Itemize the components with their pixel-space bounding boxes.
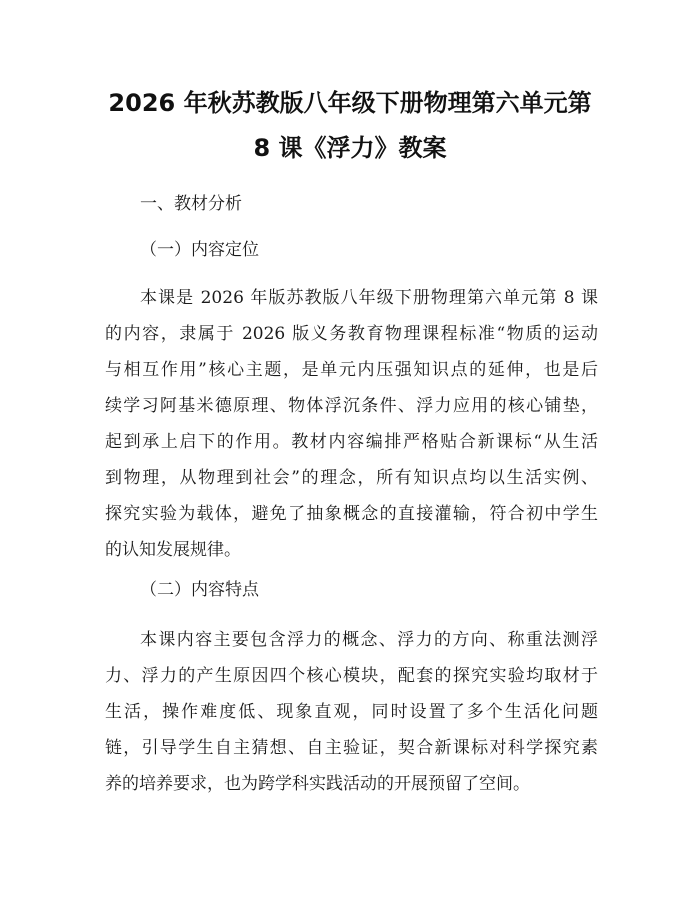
document-title-line-2: 8 课《浮力》教案 <box>253 134 447 162</box>
subsection-heading-content-features: （二）内容特点 <box>140 580 259 600</box>
document-title-line-1: 2026 年秋苏教版八年级下册物理第六单元第 <box>108 89 592 117</box>
paragraph-line: 续学习阿基米德原理、物体浮沉条件、浮力应用的核心铺垫， <box>105 396 598 416</box>
paragraph-line: 起到承上启下的作用。教材内容编排严格贴合新课标“从生活 <box>105 432 598 452</box>
paragraph-line: 本课内容主要包含浮力的概念、浮力的方向、称重法测浮 <box>140 630 598 650</box>
paragraph-line: 养的培养要求，也为跨学科实践活动的开展预留了空间。 <box>105 774 530 794</box>
paragraph-line: 到物理，从物理到社会”的理念，所有知识点均以生活实例、 <box>105 468 598 488</box>
paragraph-line: 链，引导学生自主猜想、自主验证，契合新课标对科学探究素 <box>105 738 598 758</box>
paragraph-line: 探究实验为载体，避免了抽象概念的直接灌输，符合初中学生 <box>105 504 598 524</box>
paragraph-line: 的认知发展规律。 <box>105 540 241 560</box>
subsection-heading-content-positioning: （一）内容定位 <box>140 240 259 260</box>
paragraph-line: 与相互作用”核心主题，是单元内压强知识点的延伸，也是后 <box>105 360 598 380</box>
paragraph-line: 生活，操作难度低、现象直观，同时设置了多个生活化问题 <box>105 702 598 722</box>
section-heading-textbook-analysis: 一、教材分析 <box>140 194 242 214</box>
paragraph-line: 的内容，隶属于 2026 版义务教育物理课程标准“物质的运动 <box>105 324 598 344</box>
paragraph-line: 本课是 2026 年版苏教版八年级下册物理第六单元第 8 课 <box>140 288 598 308</box>
paragraph-line: 力、浮力的产生原因四个核心模块，配套的探究实验均取材于 <box>105 666 598 686</box>
